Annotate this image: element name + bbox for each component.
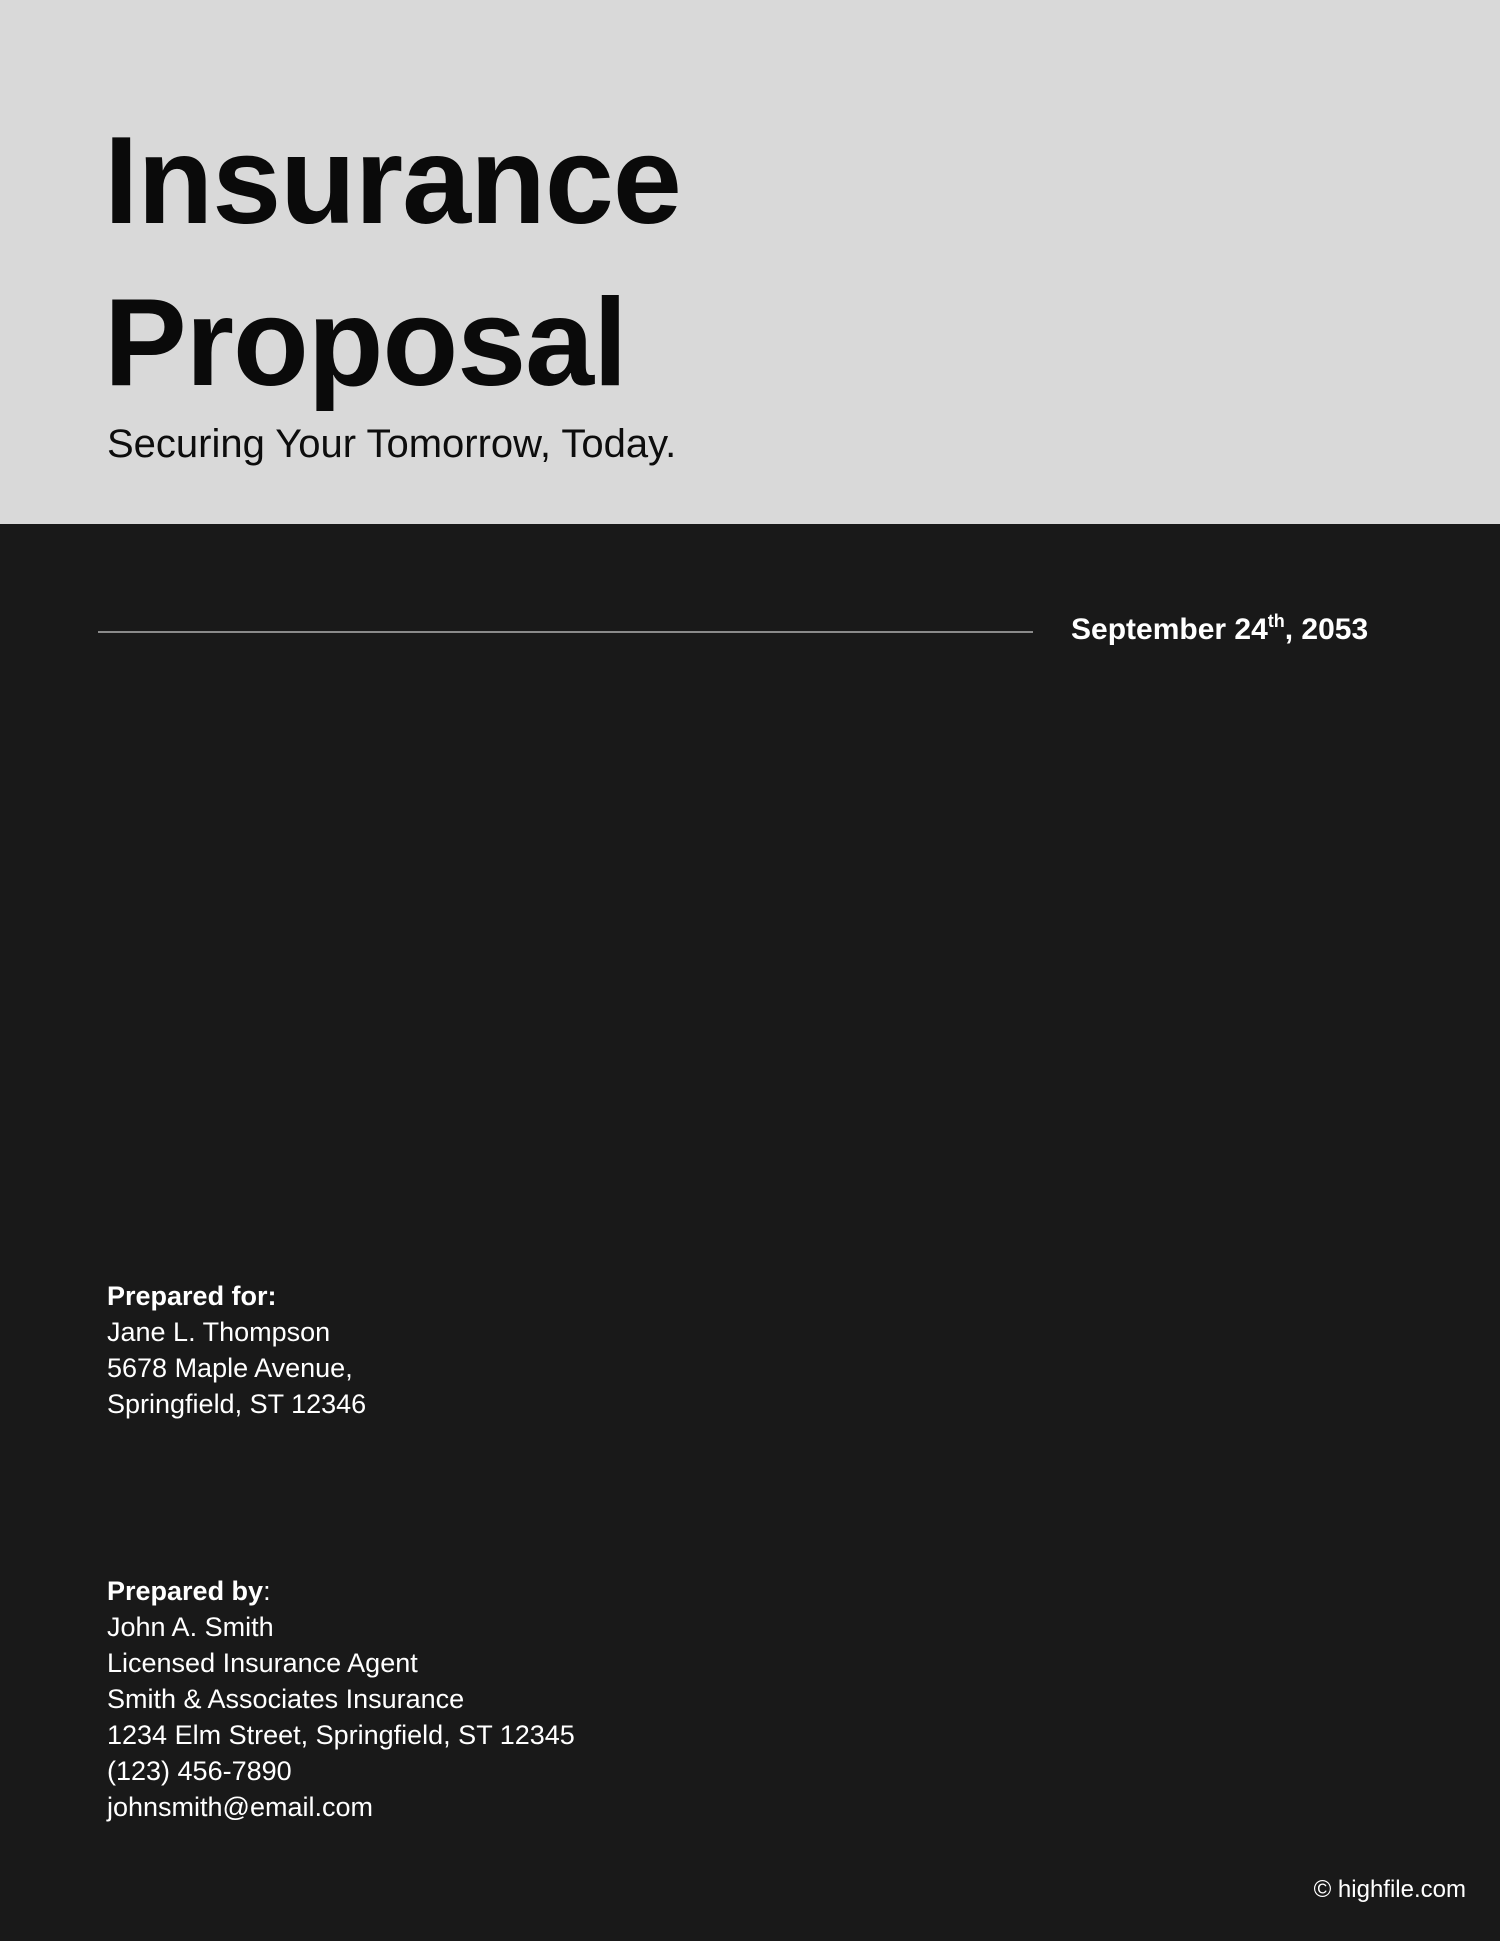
page-title — [104, 100, 681, 424]
proposal-date — [1071, 608, 1368, 652]
prepared-by-block — [107, 1573, 575, 1825]
client-name: Jane L. Thompson — [107, 1317, 331, 1347]
date-month-day: September 24 — [1071, 613, 1268, 646]
agent-address: 1234 Elm Street, Springfield, ST 12345 — [107, 1720, 575, 1750]
title-line-1: Insurance — [104, 112, 681, 250]
copyright-footer: © highfile.com — [1313, 1876, 1466, 1903]
client-address-line-1: 5678 Maple Avenue, — [107, 1353, 353, 1383]
agent-phone: (123) 456-7890 — [107, 1756, 292, 1786]
header-band — [0, 0, 1500, 524]
date-ordinal-suffix: th — [1267, 611, 1285, 631]
date-divider — [98, 631, 1033, 633]
prepared-for-block — [107, 1278, 366, 1422]
agent-title: Licensed Insurance Agent — [107, 1648, 418, 1678]
date-year: , 2053 — [1284, 613, 1369, 646]
prepared-by-colon: : — [263, 1576, 271, 1606]
client-address-line-2: Springfield, ST 12346 — [107, 1389, 367, 1419]
agent-name: John A. Smith — [107, 1612, 274, 1642]
page-subtitle: Securing Your Tomorrow, Today. — [107, 422, 677, 466]
prepared-for-label: Prepared for: — [107, 1281, 277, 1311]
agent-email: johnsmith@email.com — [107, 1792, 373, 1822]
title-line-2: Proposal — [104, 274, 627, 412]
prepared-by-heading — [107, 1573, 575, 1609]
agent-company: Smith & Associates Insurance — [107, 1684, 465, 1714]
prepared-by-label: Prepared by — [107, 1576, 264, 1606]
